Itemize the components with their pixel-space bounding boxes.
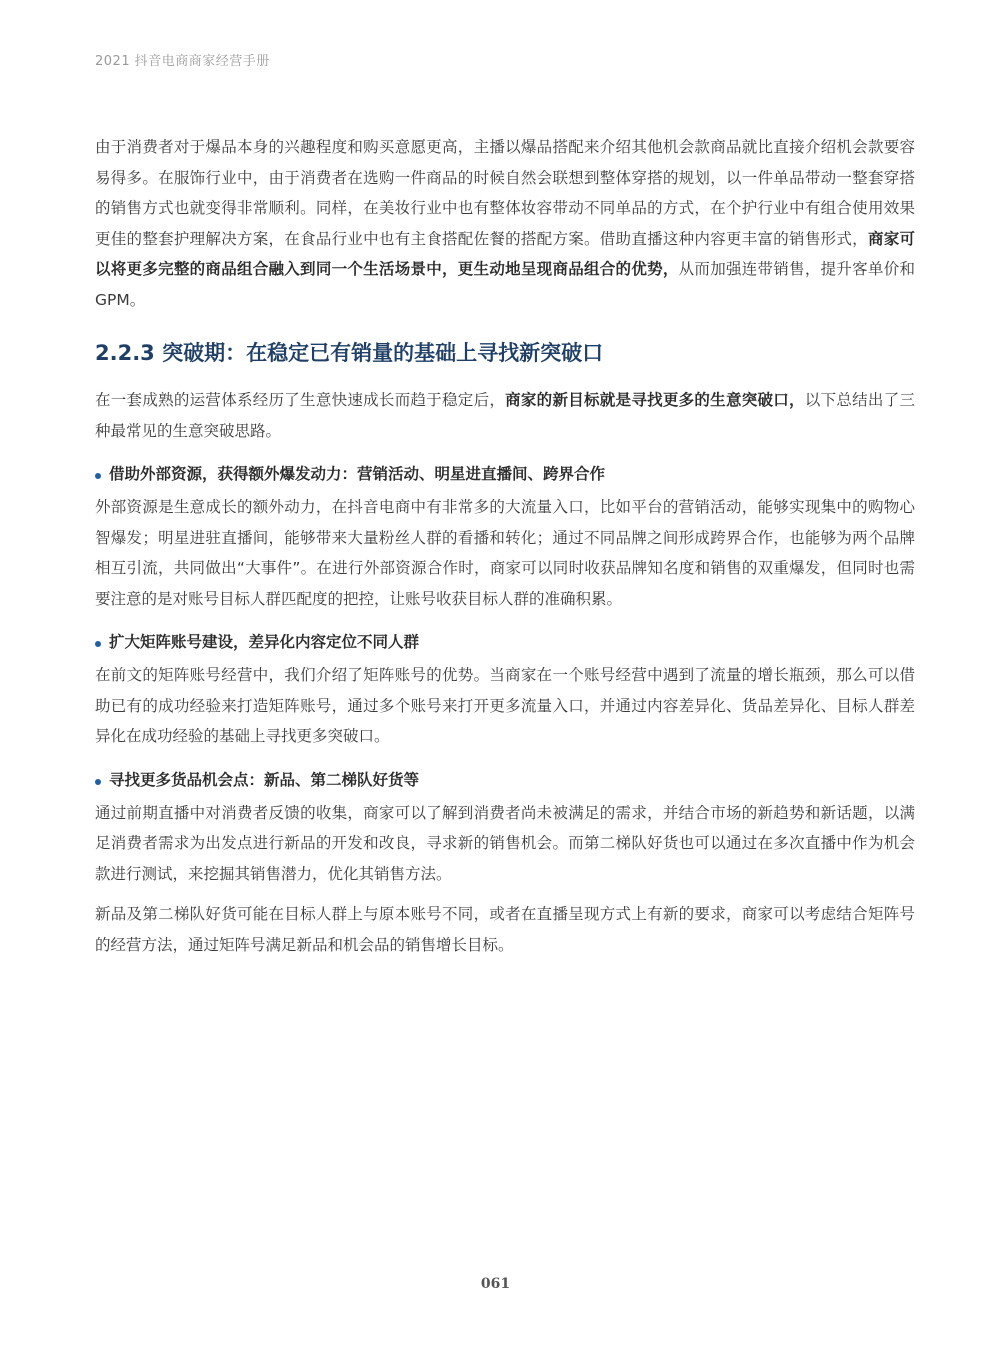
- bullet-heading-text: 扩大矩阵账号建设，差异化内容定位不同人群: [109, 633, 420, 651]
- bullet-dot-icon: [95, 473, 101, 479]
- page-number: 061: [480, 1276, 511, 1292]
- section-text-bold: 商家的新目标就是寻找更多的生意突破口，: [505, 391, 805, 409]
- bullet-dot-icon: [95, 641, 101, 647]
- section-title: 2.2.3 突破期：在稳定已有销量的基础上寻找新突破口: [95, 341, 604, 365]
- section-text-a: 在一套成熟的运营体系经历了生意快速成长而趋于稳定后，: [95, 391, 506, 409]
- bullet-body-external-resources: 外部资源是生意成长的额外动力，在抖音电商中有非常多的大流量入口，比如平台的营销活动，能够实现集中的购物心智爆发；明星进驻直播间，能够带来大量粉丝人群的看播和转化；通过不同品牌之间形成跨界合作，也能够为两个品牌相互引流，共同做出“大事件”。在进行外部资源合作时，商家可以同时收获品牌知名度和销售的双重爆发，但同时也需要注意的是对账号目标人群匹配度的把控，让账号收获目标人群的准确积累。: [95, 498, 915, 608]
- intro-text-bold: 商家可以将更多完整的商品组合融入到同一个生活场景中，更生动地呈现商品组合的优势，: [95, 229, 915, 278]
- section-text-c: 以下总结出了三种最常见的生意突破思路。: [95, 391, 915, 440]
- running-header: 2021 抖音电商商家经营手册: [95, 54, 270, 69]
- bullet-heading-matrix-accounts: [95, 628, 915, 656]
- intro-text-c: 从而加强连带销售，提升客单价和GPM。: [95, 260, 915, 309]
- bullet-dot-icon: [95, 779, 101, 785]
- intro-text-a: 由于消费者对于爆品本身的兴趣程度和购买意愿更高，主播以爆品搭配来介绍其他机会款商品就比直接介绍机会款要容易得多。在服饰行业中，由于消费者在选购一件商品的时候自然会联想到整体穿搭的规划，以一件单品带动一整套穿搭的销售方式也就变得非常顺利。同样，在美妆行业中也有整体妆容带动不同单品的方式，在个护行业中有组合使用效果更佳的整套护理解决方案，在食品行业中也有主食搭配佐餐的搭配方案。借助直播这种内容更丰富的销售形式，: [95, 138, 915, 248]
- bullet-heading-external-resources: [95, 460, 915, 488]
- bullet-heading-product-opportunities: [95, 766, 915, 794]
- bullet-heading-text: 借助外部资源，获得额外爆发动力：营销活动、明星进直播间、跨界合作: [109, 465, 606, 483]
- bullet-body-matrix-accounts: 在前文的矩阵账号经营中，我们介绍了矩阵账号的优势。当商家在一个账号经营中遇到了流量的增长瓶颈，那么可以借助已有的成功经验来打造矩阵账号，通过多个账号来打开更多流量入口，并通过内容差异化、货品差异化、目标人群差异化在成功经验的基础上寻找更多突破口。: [95, 666, 915, 745]
- bullet-body-product-opportunities-2: 新品及第二梯队好货可能在目标人群上与原本账号不同，或者在直播呈现方式上有新的要求，商家可以考虑结合矩阵号的经营方法，通过矩阵号满足新品和机会品的销售增长目标。: [95, 905, 915, 954]
- section-intro-paragraph: [95, 385, 915, 446]
- page-content: [95, 132, 915, 960]
- bullet-heading-text: 寻找更多货品机会点：新品、第二梯队好货等: [109, 770, 420, 789]
- bullet-body-product-opportunities: 通过前期直播中对消费者反馈的收集，商家可以了解到消费者尚未被满足的需求，并结合市场的新趋势和新话题，以满足消费者需求为出发点进行新品的开发和改良，寻求新的销售机会。而第二梯队好货也可以通过在多次直播中作为机会款进行测试，来挖掘其销售潜力，优化其销售方法。: [95, 803, 915, 883]
- intro-paragraph: [95, 132, 915, 315]
